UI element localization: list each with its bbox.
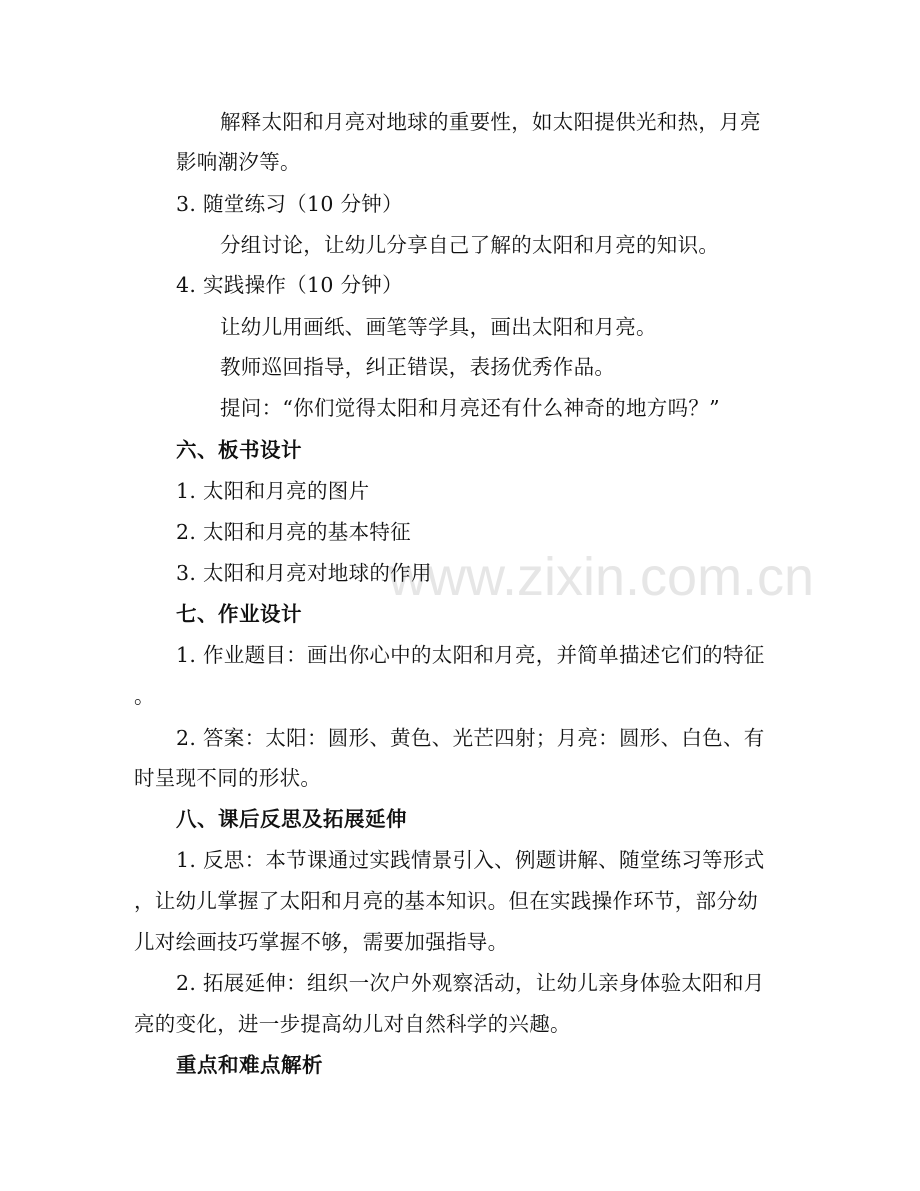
section-heading: 重点和难点解析 <box>176 1053 323 1077</box>
paragraph-line: 教师巡回指导，纠正错误，表扬优秀作品。 <box>220 355 616 379</box>
paragraph-line: 让幼儿用画纸、画笔等学具，画出太阳和月亮。 <box>220 315 657 339</box>
paragraph-line: 时呈现不同的形状。 <box>134 766 322 790</box>
paragraph-line: 影响潮汐等。 <box>176 150 301 174</box>
paragraph-line: 分组讨论，让幼儿分享自己了解的太阳和月亮的知识。 <box>220 233 720 257</box>
list-item: 1. 反思：本节课通过实践情景引入、例题讲解、随堂练习等形式 <box>176 848 765 872</box>
list-item: 3. 太阳和月亮对地球的作用 <box>176 561 432 585</box>
list-item: 1. 作业题目：画出你心中的太阳和月亮，并简单描述它们的特征 <box>176 643 765 667</box>
section-heading: 六、板书设计 <box>176 438 302 462</box>
list-item: 2. 太阳和月亮的基本特征 <box>176 520 411 544</box>
paragraph-line: 儿对绘画技巧掌握不够，需要加强指导。 <box>134 930 509 954</box>
list-item: 1. 太阳和月亮的图片 <box>176 479 370 503</box>
watermark-text: www.zixin.com.cn <box>388 547 815 607</box>
section-heading: 七、作业设计 <box>176 602 302 626</box>
paragraph-line: 解释太阳和月亮对地球的重要性，如太阳提供光和热，月亮 <box>220 110 761 134</box>
list-item: 2. 拓展延伸：组织一次户外观察活动，让幼儿亲身体验太阳和月 <box>176 971 765 995</box>
section-heading: 八、课后反思及拓展延伸 <box>176 807 407 831</box>
paragraph-line: 。 <box>134 684 155 708</box>
list-item: 3. 随堂练习（10 分钟） <box>176 192 403 216</box>
paragraph-line: ，让幼儿掌握了太阳和月亮的基本知识。但在实践操作环节，部分幼 <box>134 889 758 913</box>
list-item: 2. 答案：太阳：圆形、黄色、光芒四射；月亮：圆形、白色、有 <box>176 726 765 750</box>
paragraph-line: 提问：“你们觉得太阳和月亮还有什么神奇的地方吗？” <box>220 396 720 420</box>
list-item: 4. 实践操作（10 分钟） <box>176 273 403 297</box>
paragraph-line: 亮的变化，进一步提高幼儿对自然科学的兴趣。 <box>134 1012 571 1036</box>
